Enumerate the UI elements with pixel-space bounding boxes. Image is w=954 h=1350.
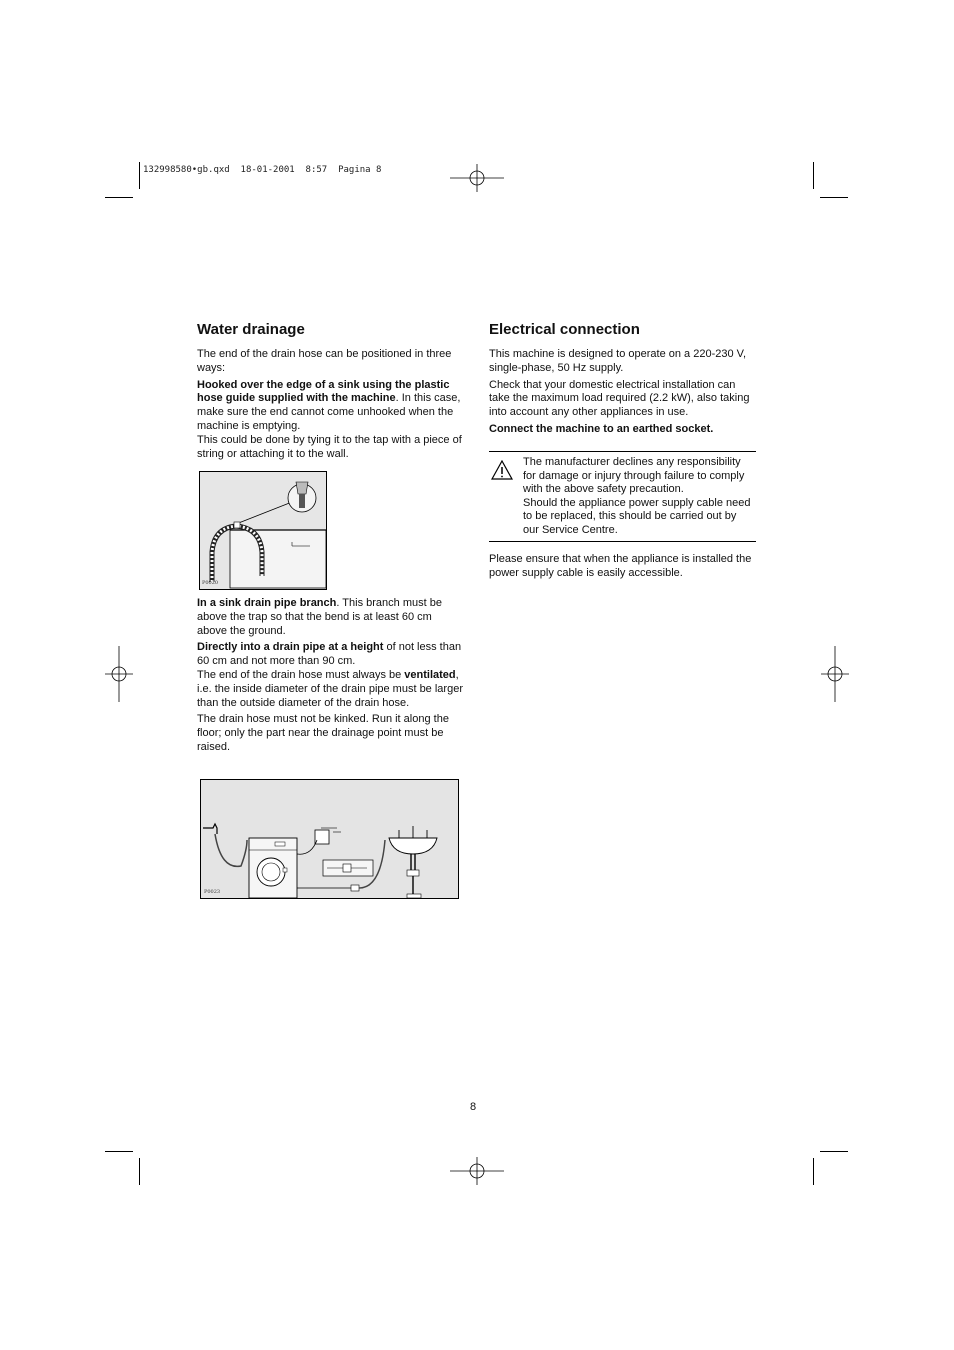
warning-text (523, 456, 755, 538)
page-number: 8 (470, 1101, 477, 1113)
water-para-tie: This could be done by tying it to the tap with a piece of string or attaching it to the wall. (197, 433, 462, 460)
warning-responsibility: The manufacturer declines any responsibility for damage or injury through failure to comply with the above safety precaution. (523, 456, 745, 496)
sink-hose-illustration (200, 472, 326, 589)
water-para-sink-edge: Hooked over the edge of a sink using the plastic hose guide supplied with the machine. In this case, make sure the end cannot come unhooked when the machine is emptying. (197, 378, 461, 432)
electrical-section (489, 321, 759, 440)
registration-mark-right (821, 646, 849, 702)
electrical-para-earthed: Connect the machine to an earthed socket. (489, 422, 714, 435)
water-drainage-section (197, 321, 463, 464)
figure-sink-hose (199, 471, 327, 590)
file-slug: 132998580•gb.qxd 18-01-2001 8:57 Pagina 8 (143, 165, 382, 175)
electrical-accessible-note: Please ensure that when the appliance is installed the power supply cable is easily accessible. (489, 553, 752, 579)
electrical-title: Electrical connection (489, 321, 640, 338)
warning-box (489, 451, 756, 542)
water-intro: The end of the drain hose can be positioned in three ways: (197, 348, 452, 374)
electrical-para-supply: This machine is designed to operate on a 220-230 V, single-phase, 50 Hz supply. (489, 348, 747, 374)
installation-illustration (201, 780, 458, 898)
water-para-ventilated: The end of the drain hose must always be ventilated, i.e. the inside diameter of the drain pipe must be larger than the outside diameter of the drain hose. (197, 668, 463, 709)
water-drainage-title: Water drainage (197, 321, 305, 338)
electrical-para-load: Check that your domestic electrical installation can take the maximum load required (2.2 kW), also taking into account any other appliances in use. (489, 378, 750, 419)
registration-mark-top (450, 164, 504, 192)
water-para-drain-pipe: Directly into a drain pipe at a height of not less than 60 cm and not more than 90 cm. (197, 641, 462, 668)
registration-mark-bottom (450, 1157, 504, 1185)
figure-label: P0023 (204, 889, 221, 895)
figure-label: P0020 (202, 580, 219, 586)
figure-installation (200, 779, 459, 899)
water-para-kink: The drain hose must not be kinked. Run it along the floor; only the part near the drainage point must be raised. (197, 713, 449, 753)
water-para-branch: In a sink drain pipe branch. This branch must be above the trap so that the bend is at least 60 cm above the ground. (197, 597, 442, 637)
warning-cable: Should the appliance power supply cable need to be replaced, this should be carried out by our Service Centre. (523, 496, 751, 536)
warning-triangle-icon (491, 460, 513, 480)
water-drainage-section-2 (197, 597, 463, 758)
registration-mark-left (105, 646, 133, 702)
